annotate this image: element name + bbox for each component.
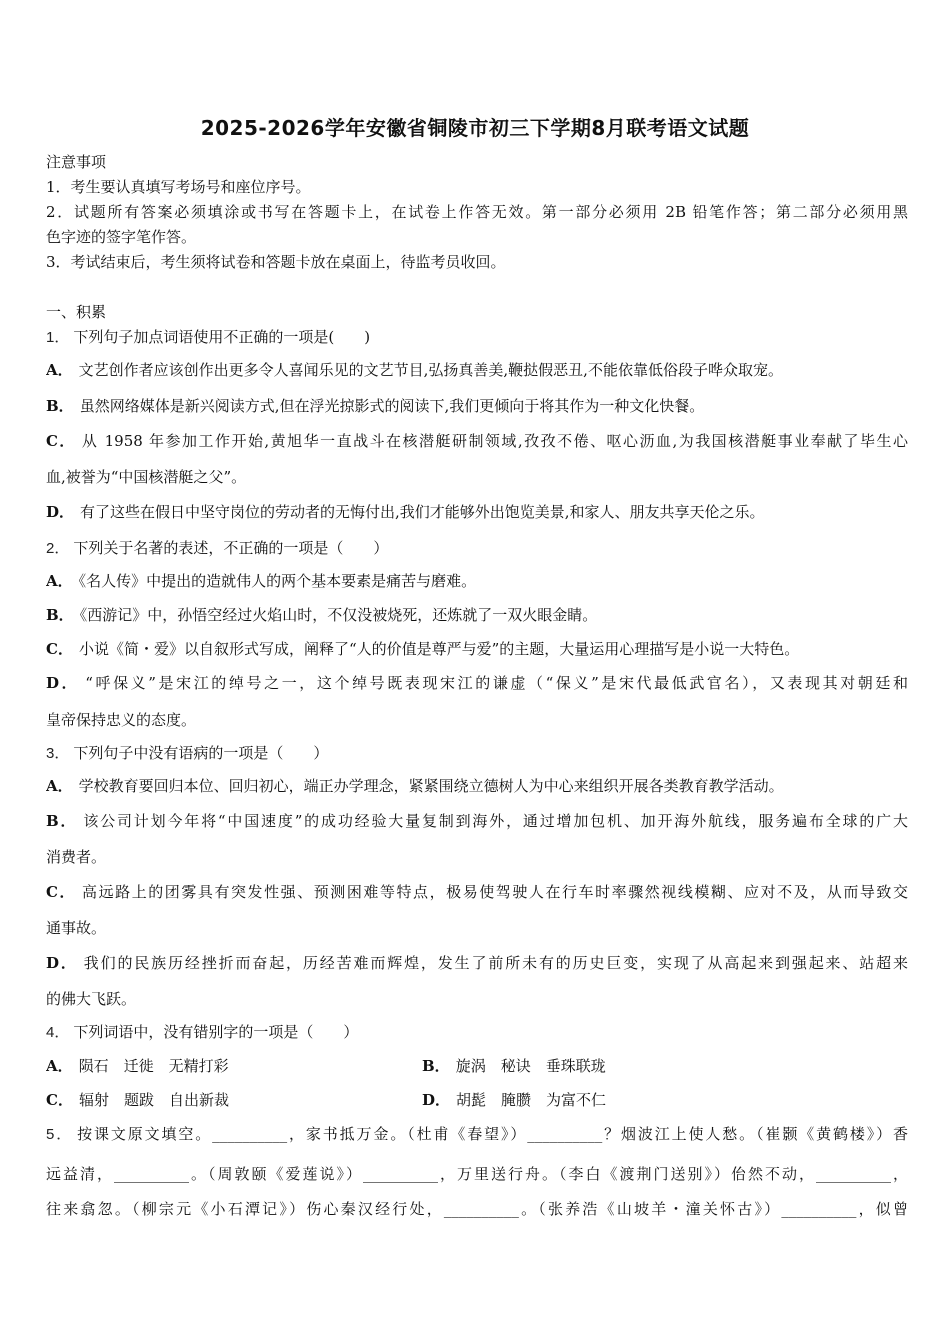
q5-line-2: 远益清，__________。（周敦颐《爱莲说》）__________，万里送行舟。（李白《渡荆门送别》）佁然不动，__________， xyxy=(46,1165,908,1183)
option-text: “呼保义”是宋江的绰号之一，这个绰号既表现宋江的谦虚（“保义”是宋代最低武官名），又表现其对朝廷和 xyxy=(85,674,908,692)
q1-number: 1． xyxy=(46,329,70,346)
notice-heading: 注意事项 xyxy=(46,153,107,171)
option-text: 小说《简・爱》以自叙形式写成，阐释了“人的价值是尊严与爱”的主题，大量运用心理描写是小说一大特色。 xyxy=(78,640,800,658)
q3-option-d xyxy=(46,953,908,973)
q4-option-c xyxy=(46,1091,229,1109)
option-text: 从 1958 年参加工作开始,黄旭华一直战斗在核潜艇研制领域,孜孜不倦、呕心沥血,为我国核潜艇事业奉献了毕生心 xyxy=(81,432,908,450)
q4-option-a xyxy=(46,1057,229,1075)
option-label: B． xyxy=(422,1057,450,1075)
notice-item-2-cont: 色字迹的签字笔作答。 xyxy=(46,228,197,246)
option-text: 学校教育要回归本位、回归初心，端正办学理念，紧紧围绕立德树人为中心来组织开展各类教育教学活动。 xyxy=(78,777,784,795)
option-label: D． xyxy=(422,1091,451,1109)
option-label: A． xyxy=(46,361,73,379)
section-heading: 一、积累 xyxy=(46,303,107,321)
q1-option-c xyxy=(46,431,908,451)
q3-option-b-cont: 消费者。 xyxy=(46,848,107,866)
option-text: 文艺创作者应该创作出更多令人喜闻乐见的文艺节目,弘扬真善美,鞭挞假恶丑,不能依靠低俗段子哗众取宠。 xyxy=(78,361,783,379)
q5-text: 按课文原文填空。__________，家书抵万金。（杜甫《春望》）__________？烟波江上使人愁。（崔颢《黄鹤楼》）香 xyxy=(77,1125,908,1143)
q3-option-c xyxy=(46,882,908,902)
q3-option-c-cont: 通事故。 xyxy=(46,919,107,937)
option-text: 辐射 题跋 自出新裁 xyxy=(78,1091,229,1109)
q3-stem-text: 下列句子中没有语病的一项是（ ） xyxy=(73,744,329,762)
option-label: B． xyxy=(46,812,78,830)
q4-stem xyxy=(46,1022,908,1043)
option-text: 陨石 迁徙 无精打彩 xyxy=(78,1057,229,1075)
option-label: C． xyxy=(46,1091,73,1109)
notice-item-1: 1．考生要认真填写考场号和座位序号。 xyxy=(46,178,311,196)
q2-stem xyxy=(46,538,908,559)
q3-stem xyxy=(46,743,908,764)
option-text: 胡髭 腌臜 为富不仁 xyxy=(456,1091,607,1109)
q1-option-c-cont: 血,被誉为“中国核潜艇之父”。 xyxy=(46,468,247,486)
option-text: 有了这些在假日中坚守岗位的劳动者的无悔付出,我们才能够外出饱览美景,和家人、朋友共享天伦之乐。 xyxy=(80,503,765,521)
q4-options-row-2 xyxy=(46,1090,908,1110)
q1-option-a xyxy=(46,360,908,380)
q4-stem-text: 下列词语中，没有错别字的一项是（ ） xyxy=(73,1023,359,1041)
q2-option-a xyxy=(46,571,908,591)
notice-item-2: 2．试题所有答案必须填涂或书写在答题卡上，在试卷上作答无效。第一部分必须用 2B 铅笔作答；第二部分必须用黑 xyxy=(46,203,908,221)
q2-option-c xyxy=(46,639,908,659)
q5-number: 5． xyxy=(46,1126,74,1143)
option-label: A． xyxy=(46,572,73,590)
q3-option-a xyxy=(46,776,908,796)
option-text: 《西游记》中，孙悟空经过火焰山时，不仅没被烧死，还炼就了一双火眼金睛。 xyxy=(79,606,598,624)
q4-number: 4． xyxy=(46,1024,70,1041)
option-label: D． xyxy=(46,674,80,692)
notice-item-3: 3．考试结束后，考生须将试卷和答题卡放在桌面上，待监考员收回。 xyxy=(46,253,506,271)
q4-option-b xyxy=(422,1056,606,1076)
option-text: 虽然网络媒体是新兴阅读方式,但在浮光掠影式的阅读下,我们更倾向于将其作为一种文化快餐。 xyxy=(79,397,705,415)
option-text: 我们的民族历经挫折而奋起，历经苦难而辉煌，发生了前所未有的历史巨变，实现了从高起来到强起来、站超来 xyxy=(83,954,908,972)
q5-line-3: 往来翕忽。（柳宗元《小石潭记》）伤心秦汉经行处，__________。（张养浩《山坡羊・潼关怀古》）__________，似曾 xyxy=(46,1200,908,1218)
option-text: 该公司计划今年将“中国速度”的成功经验大量复制到海外，通过增加包机、加开海外航线，服务遍布全球的广大 xyxy=(83,812,908,830)
option-label: D． xyxy=(46,954,78,972)
q4-option-d xyxy=(422,1090,606,1110)
q1-stem-text: 下列句子加点词语使用不正确的一项是( ) xyxy=(73,328,371,346)
q1-option-b xyxy=(46,396,908,416)
option-label: A． xyxy=(46,1057,73,1075)
option-label: A． xyxy=(46,777,73,795)
option-label: C． xyxy=(46,432,76,450)
option-text: 《名人传》中提出的造就伟人的两个基本要素是痛苦与磨难。 xyxy=(78,572,477,590)
q1-stem xyxy=(46,327,908,348)
option-text: 旋涡 秘诀 垂珠联珑 xyxy=(455,1057,606,1075)
q5-line-1 xyxy=(46,1124,908,1145)
page-title: 2025-2026学年安徽省铜陵市初三下学期8月联考语文试题 xyxy=(200,116,750,140)
q2-number: 2． xyxy=(46,540,70,557)
q2-stem-text: 下列关于名著的表述，不正确的一项是（ ） xyxy=(73,539,389,557)
q1-option-d xyxy=(46,502,908,522)
q3-option-d-cont: 的佛大飞跃。 xyxy=(46,990,137,1008)
option-label: C． xyxy=(46,883,77,901)
option-label: D． xyxy=(46,503,75,521)
q2-option-d-cont: 皇帝保持忠义的态度。 xyxy=(46,711,197,729)
q2-option-d xyxy=(46,673,908,693)
option-label: C． xyxy=(46,640,73,658)
q3-number: 3． xyxy=(46,745,70,762)
q2-option-b xyxy=(46,605,908,625)
q3-option-b xyxy=(46,811,908,831)
q4-options-row-1 xyxy=(46,1056,908,1076)
option-label: B． xyxy=(46,397,74,415)
option-label: B． xyxy=(46,606,74,624)
option-text: 高远路上的团雾具有突发性强、预测困难等特点，极易使驾驶人在行车时率骤然视线模糊、应对不及，从而导致交 xyxy=(82,883,908,901)
